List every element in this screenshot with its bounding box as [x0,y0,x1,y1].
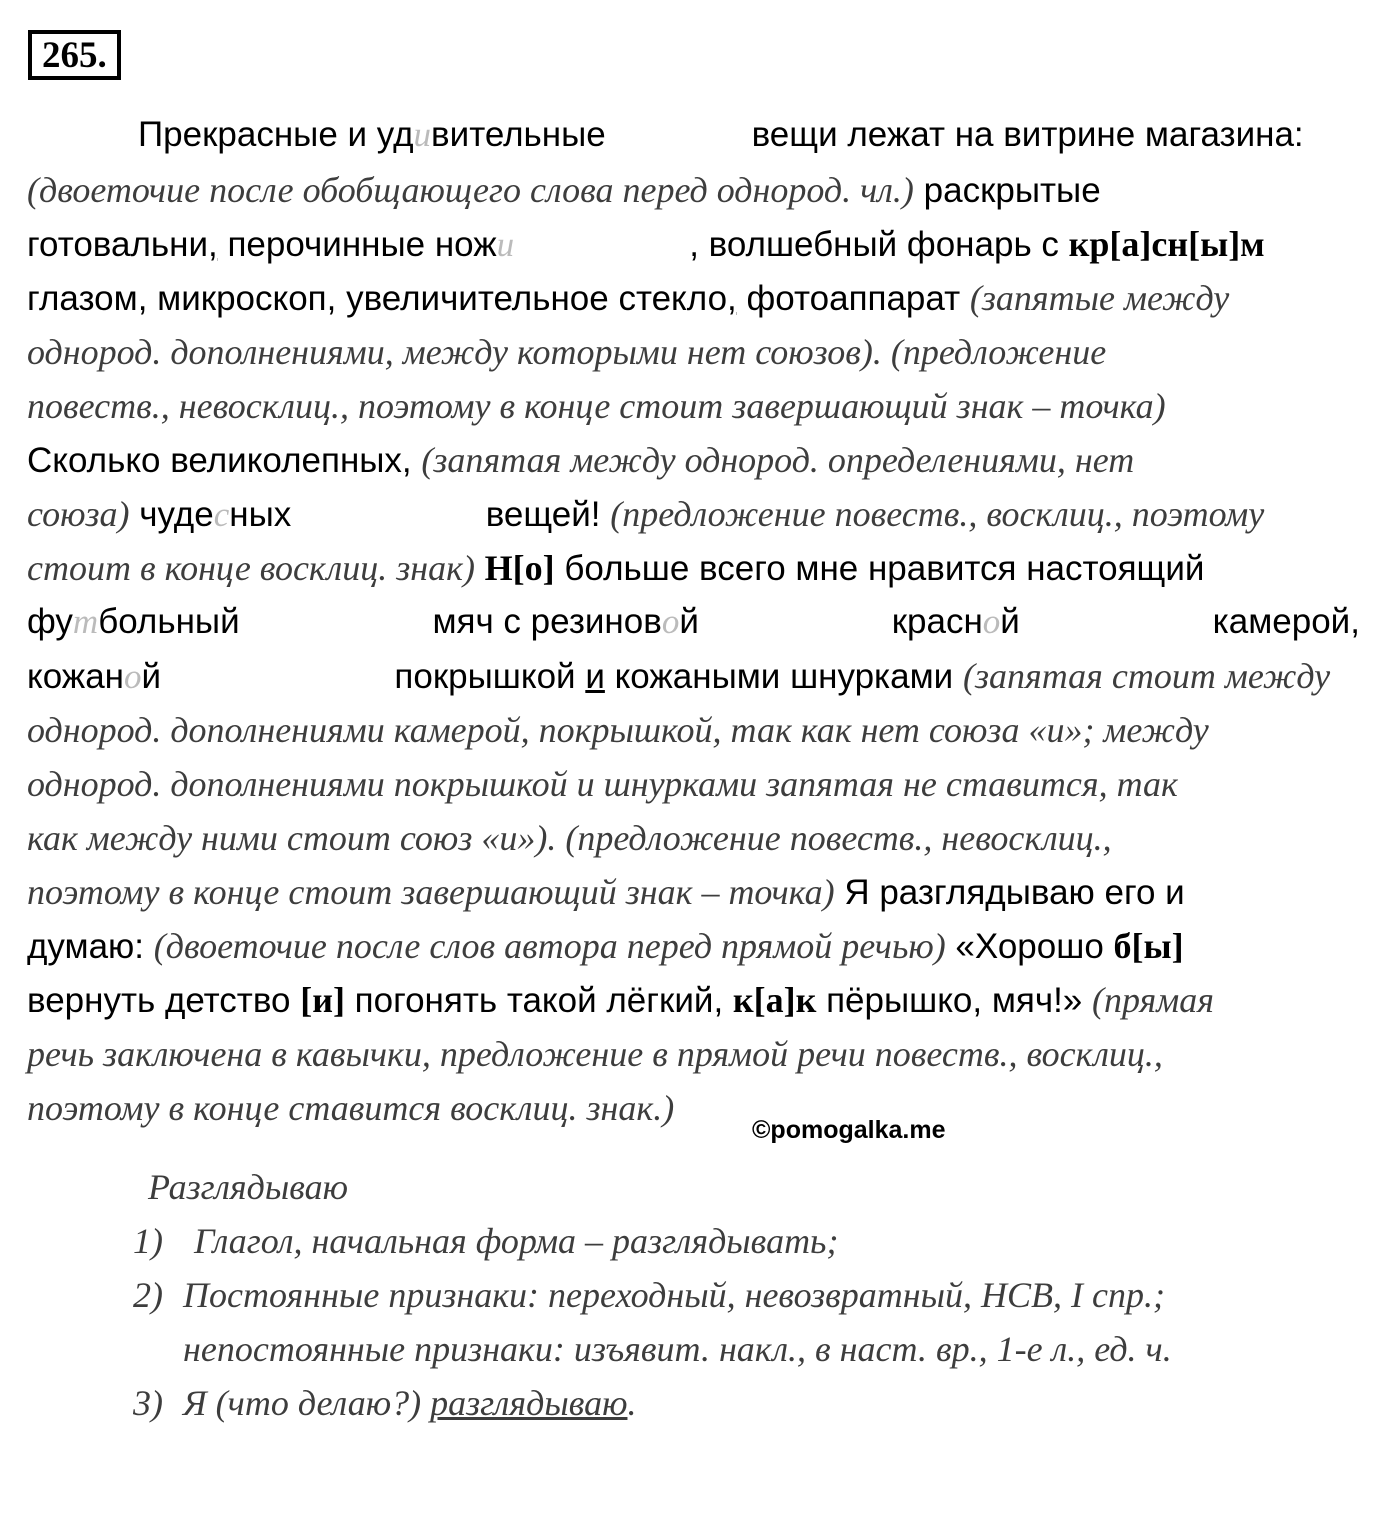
text-line: поэтому в конце ставится восклиц. знак.) [27,1088,675,1128]
text-line: глазом, микроскоп, увеличительное стекло, фотоаппарат (запятые между [27,278,1230,318]
text-line: думаю: (двоеточие после слов автора перед прямой речью) «Хорошо б[ы] [27,926,1184,966]
analysis-item-underlined: разглядываю [430,1383,628,1423]
analysis-word: Разглядываю [148,1167,349,1207]
text-line: готовальни, перочинные ножи , волшебный фонарь с кр[а]сн[ы]м [27,224,1265,264]
text-line: союза) чудесных вещей! (предложение повеств., восклиц., поэтому [27,494,1265,534]
text-line: вернуть детство [и] погонять такой лёгкий, к[а]к пёрышко, мяч!» (прямая [27,980,1214,1020]
text-line: однород. дополнениями, между которыми нет союзов). (предложение [27,332,1107,372]
text-line: футбольный мяч с резиновой красной камерой, [27,602,1360,641]
text-line: поэтому в конце стоит завершающий знак – точка) Я разглядываю его и [27,872,1185,912]
text-line: однород. дополнениями покрышкой и шнурками запятая не ставится, так [27,764,1178,804]
text-line: как между ними стоит союз «и»). (предложение повеств., невосклиц., [27,818,1112,858]
text-line: кожаной покрышкой и кожаными шнурками (запятая стоит между [27,656,1331,696]
text-line: повеств., невосклиц., поэтому в конце стоит завершающий знак – точка) [27,386,1166,426]
text-line: стоит в конце восклиц. знак) Н[о] больше всего мне нравится настоящий [27,548,1205,588]
analysis-item-number: 2) [133,1275,163,1315]
analysis-item-number: 3) [133,1383,163,1423]
analysis-item-pre: Я (что делаю?) [183,1383,431,1423]
analysis-item-text: Постоянные признаки: переходный, невозвратный, НСВ, I спр.; [183,1275,1165,1315]
analysis-item-text [183,1381,636,1425]
text-line: Сколько великолепных, (запятая между однород. определениями, нет [27,440,1135,480]
analysis-item-text: Глагол, начальная форма – разглядывать; [194,1221,839,1261]
text-line: речь заключена в кавычки, предложение в прямой речи повеств., восклиц., [27,1034,1163,1074]
text-line: однород. дополнениями камерой, покрышкой, так как нет союза «и»; между [27,710,1209,750]
analysis-item-number: 1) [133,1221,163,1261]
analysis-item-text: непостоянные признаки: изъявит. накл., в наст. вр., 1-е л., ед. ч. [183,1329,1172,1369]
watermark: ©pomogalka.me [752,1116,946,1144]
text-line: (двоеточие после обобщающего слова перед однород. чл.) раскрытые [27,170,1101,210]
analysis-item-post: . [627,1383,637,1423]
exercise-number: 265. [28,30,121,80]
text-line: Прекрасные и удивительные вещи лежат на витрине магазина: [138,115,1304,154]
